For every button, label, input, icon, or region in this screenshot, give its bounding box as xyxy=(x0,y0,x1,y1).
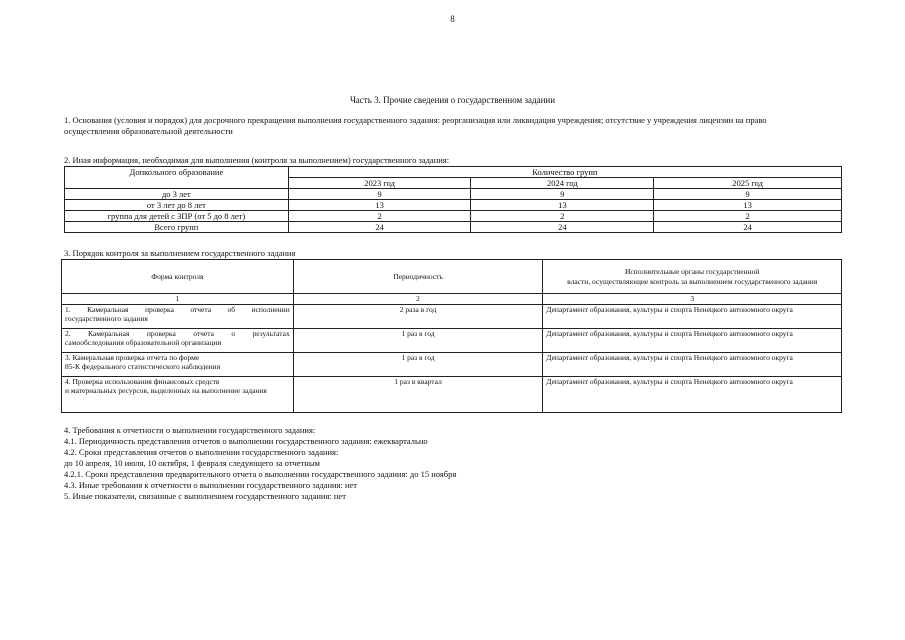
section4-text xyxy=(64,425,844,502)
row-label: от 3 лет до 8 лет xyxy=(65,200,289,211)
control-org: Департамент образования, культуры и спорта Ненецкого автономного округа xyxy=(543,352,842,376)
part-title: Часть 3. Прочие сведения о государственном задании xyxy=(349,95,556,105)
table-row xyxy=(65,211,842,222)
section4-line: 4.3. Иные требования к отчетности о выполнении государственного задания: нет xyxy=(64,480,357,490)
section4-line: до 10 апреля, 10 июля, 10 октября, 1 февраля следующего за отчетным xyxy=(64,458,320,468)
control-form-line1: 1. Камеральная проверка отчета об исполнении xyxy=(65,304,290,314)
control-form-cell xyxy=(62,376,294,412)
cell-value: 9 xyxy=(288,189,471,200)
table-row xyxy=(62,304,842,328)
groups-count-header: Количество групп xyxy=(288,167,841,178)
column-numbers-row xyxy=(62,294,842,305)
page-number: 8 xyxy=(450,14,455,24)
control-form-line2: и материальных ресурсов, выделенных на выполнение задания xyxy=(65,386,267,395)
section4-line: 4. Требования к отчетности о выполнении государственного задания: xyxy=(64,425,316,435)
control-period: 1 раз в год xyxy=(293,328,543,352)
groups-table xyxy=(64,166,842,233)
table-row xyxy=(65,222,842,233)
control-table xyxy=(61,259,842,413)
cell-value: 2 xyxy=(471,211,654,222)
cell-value: 2 xyxy=(654,211,842,222)
year-header: 2025 год xyxy=(654,178,842,189)
cell-value: 2 xyxy=(288,211,471,222)
control-form-line1: 2. Камеральная проверка отчета о результатах xyxy=(65,328,290,338)
row-label: Всего групп xyxy=(65,222,289,233)
year-header: 2023 год xyxy=(288,178,471,189)
section4-line: 4.2.1. Сроки представления предварительного отчета о выполнении государственного задания: до 15 ноября xyxy=(64,469,457,479)
row-label: группа для детей с ЗПР (от 5 до 8 лет) xyxy=(65,211,289,222)
table-row xyxy=(65,200,842,211)
control-form-cell xyxy=(62,304,294,328)
section4-line: 5. Иные показатели, связанные с выполнением государственного задания: нет xyxy=(64,491,346,501)
control-period: 2 раза в год xyxy=(293,304,543,328)
cell-value: 13 xyxy=(654,200,842,211)
control-form-line2: 85-К федерального статистического наблюдения xyxy=(65,362,221,371)
control-org: Департамент образования, культуры и спорта Ненецкого автономного округа xyxy=(543,328,842,352)
control-org: Департамент образования, культуры и спорта Ненецкого автономного округа xyxy=(543,304,842,328)
cell-value: 9 xyxy=(471,189,654,200)
authorities-header xyxy=(543,260,842,294)
periodicity-header: Периодичность xyxy=(293,260,543,294)
authorities-header-line2: власти, осуществляющие контроль за выполнением государственного задания xyxy=(567,276,818,286)
table-row xyxy=(62,328,842,352)
cell-value: 24 xyxy=(288,222,471,233)
control-form-line2: государственного задания xyxy=(65,314,148,323)
column-number: 2 xyxy=(293,294,543,305)
control-period: 1 раз в год xyxy=(293,352,543,376)
cell-value: 9 xyxy=(654,189,842,200)
control-org: Департамент образования, культуры и спорта Ненецкого автономного округа xyxy=(543,376,842,412)
control-form-line1: 3. Камеральная проверка отчета по форме xyxy=(65,352,200,362)
cell-value: 13 xyxy=(288,200,471,211)
year-header: 2024 год xyxy=(471,178,654,189)
table-row xyxy=(62,376,842,412)
control-period: 1 раз в квартал xyxy=(293,376,543,412)
cell-value: 24 xyxy=(471,222,654,233)
cell-value: 24 xyxy=(654,222,842,233)
control-header-row xyxy=(62,260,842,294)
section2-title: 2. Иная информация, необходимая для выполнения (контроля за выполнением) государственного задания: xyxy=(64,155,450,165)
section3-title: 3. Порядок контроля за выполнением государственного задания xyxy=(64,248,296,258)
table-row xyxy=(62,352,842,376)
control-form-cell xyxy=(62,352,294,376)
control-form-cell xyxy=(62,328,294,352)
section4-line: 4.1. Периодичность представления отчетов о выполнении государственного задания: ежеквартально xyxy=(64,436,428,446)
authorities-header-line1: Исполнительные органы государственной xyxy=(624,267,760,276)
form-header: Форма контроля xyxy=(62,260,294,294)
column-number: 1 xyxy=(62,294,294,305)
section1-text xyxy=(64,115,844,137)
section1-line2: осуществления образовательной деятельности xyxy=(64,126,233,136)
column-number: 3 xyxy=(543,294,842,305)
table-row xyxy=(65,189,842,200)
section1-line1: 1. Основания (условия и порядок) для досрочного прекращения выполнения государственного задания: реорганизация или ликвидация учреждения; отсутствие у учреждения лицензии на право xyxy=(64,115,767,125)
row-label: до 3 лет xyxy=(65,189,289,200)
section4-line: 4.2. Сроки представления отчетов о выполнении государственного задания: xyxy=(64,447,339,457)
control-form-line1: 4. Проверка использования финансовых средств xyxy=(65,376,220,386)
groups-col-header: Допкольного образование xyxy=(65,167,289,189)
control-form-line2: самообследования образовательной организации xyxy=(65,338,222,347)
cell-value: 13 xyxy=(471,200,654,211)
